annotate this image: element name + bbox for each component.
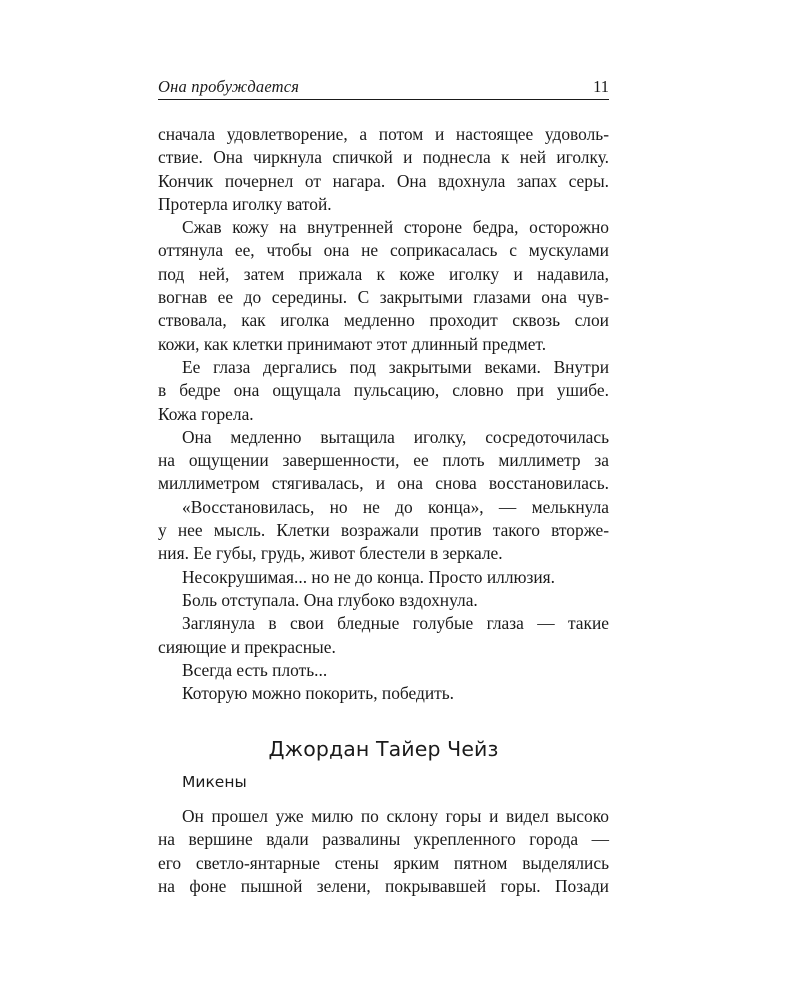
text-line: его светло-янтарные стены ярким пятном выделялись [158, 852, 609, 873]
text-line: на фоне пышной зелени, покрывавшей горы. Позади [158, 875, 609, 896]
text-line: Кожа горела. [158, 403, 254, 424]
text-line: Кончик почернел от нагара. Она вдохнула запах серы. [158, 170, 609, 191]
text-line: вогнав ее до середины. С закрытыми глазами она чув- [158, 287, 609, 308]
text-line: «Восстановилась, но не до конца», — мелькнула [182, 496, 609, 517]
text-line: Заглянула в свои бледные голубые глаза — такие [182, 613, 609, 634]
text-line: под ней, затем прижала к коже иголку и надавила, [158, 263, 609, 284]
text-line: Сжав кожу на внутренней стороне бедра, осторожно [182, 217, 609, 238]
text-line: Ее глаза дергались под закрытыми веками. Внутри [182, 356, 609, 377]
story-1-text [158, 123, 609, 705]
text-line: Он прошел уже милю по склону горы и видел высоко [182, 806, 609, 826]
chapter-author: Джордан Тайер Чейз [268, 737, 499, 761]
text-line: Всегда есть плоть... [182, 659, 328, 680]
text-line: Несокрушимая... но не до конца. Просто иллюзия. [182, 566, 556, 587]
running-head [158, 75, 609, 100]
text-line: оттянула ее, чтобы она не соприкасалась с мускулами [158, 240, 609, 261]
chapter-title: Микены [182, 773, 247, 791]
text-line: на вершине вдали развалины укрепленного города — [158, 829, 609, 850]
text-line: сначала удовлетворение, а потом и настоящее удоволь- [158, 124, 609, 144]
text-line: Которую можно покорить, победить. [182, 683, 455, 704]
text-line: Боль отступала. Она глубоко вздохнула. [182, 589, 478, 610]
text-line: миллиметром стягивалась, и она снова восстановилась. [158, 473, 609, 494]
text-line: на ощущении завершенности, ее плоть миллиметр за [158, 450, 609, 471]
text-line: у нее мысль. Клетки возражали против такого вторже- [158, 520, 609, 541]
text-line: ния. Ее губы, грудь, живот блестели в зеркале. [158, 543, 503, 564]
page-number: 11 [593, 77, 609, 96]
text-line: сияющие и прекрасные. [158, 636, 336, 657]
text-line: Протерла иголку ватой. [158, 193, 332, 214]
running-head-title: Она пробуждается [158, 77, 300, 96]
text-line: ствие. Она чиркнула спичкой и поднесла к ней иголку. [158, 147, 609, 168]
text-line: Она медленно вытащила иголку, сосредоточилась [182, 426, 609, 447]
text-line: ствовала, как иголка медленно проходит сквозь слои [158, 310, 609, 331]
story-2-text [158, 805, 609, 898]
text-line: кожи, как клетки принимают этот длинный предмет. [158, 333, 547, 354]
text-line: в бедре она ощущала пульсацию, словно при ушибе. [158, 380, 609, 401]
